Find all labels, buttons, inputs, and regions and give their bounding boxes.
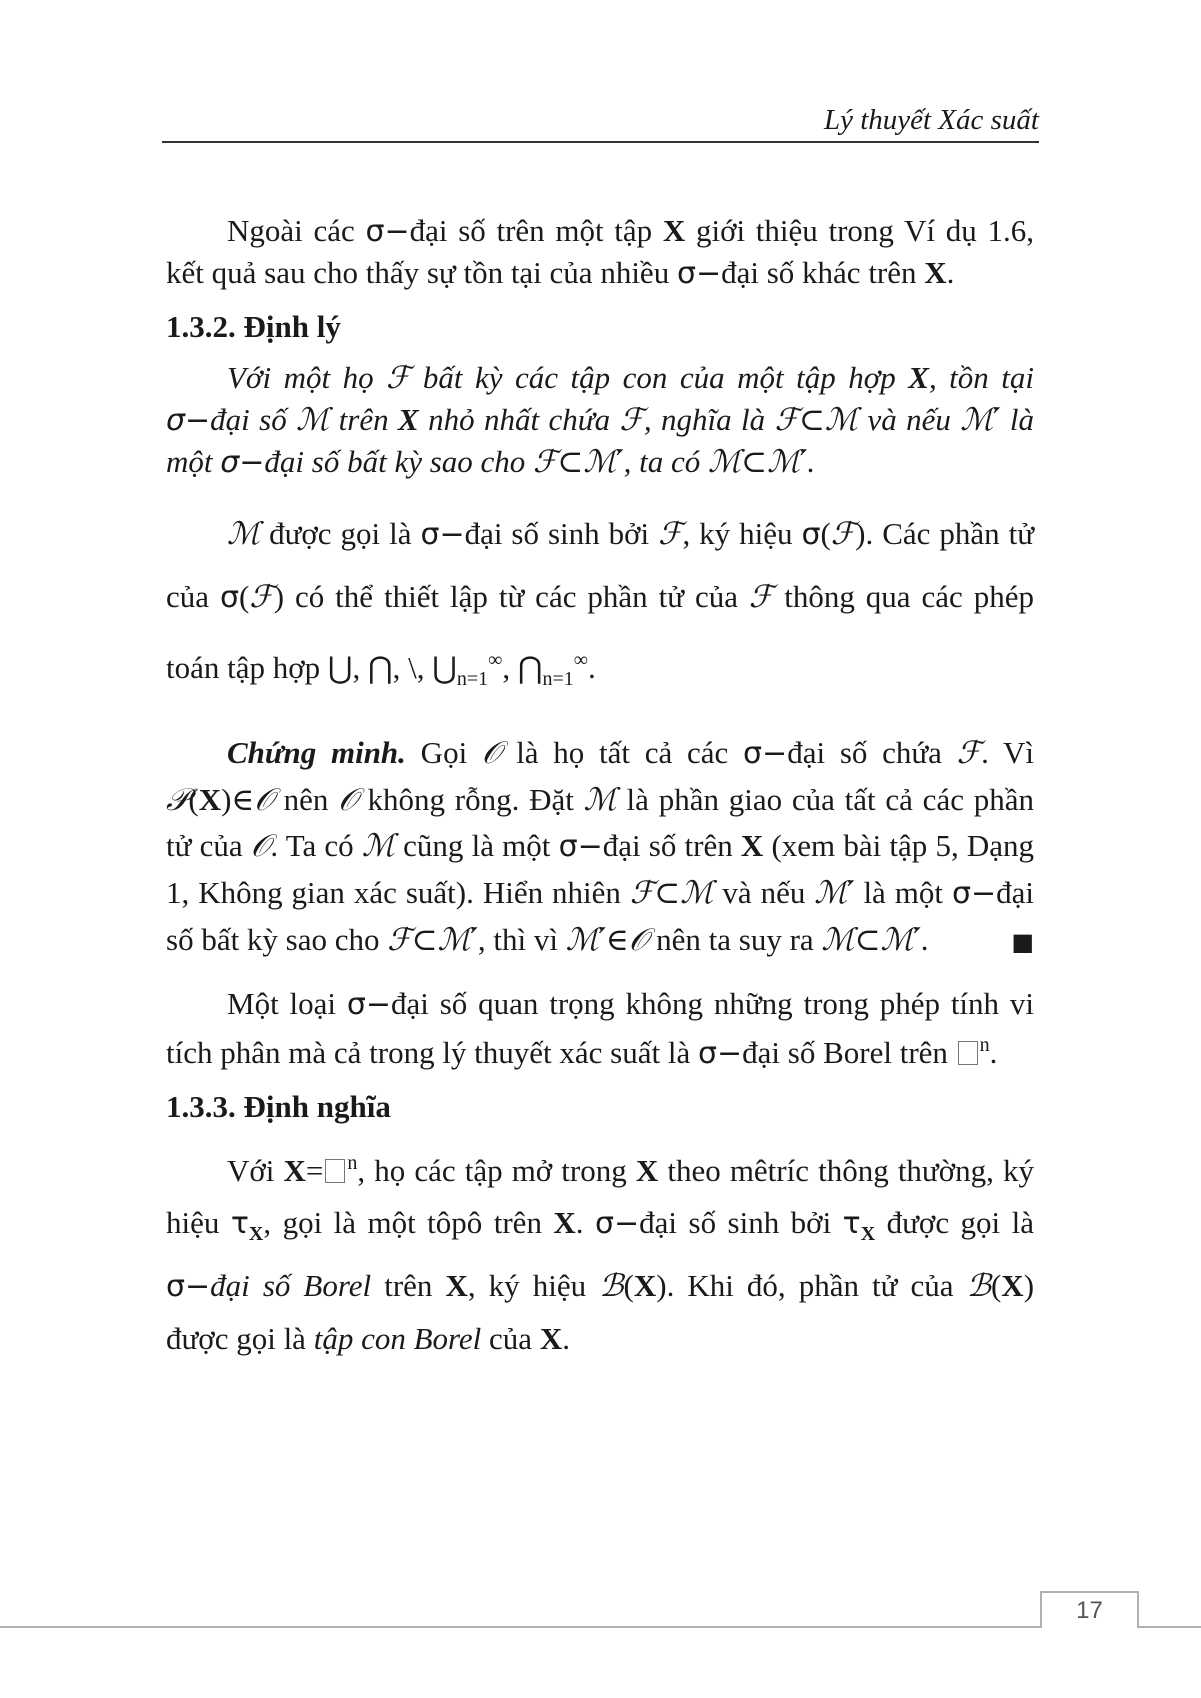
footer-rule-right	[1137, 1626, 1201, 1628]
real-numbers-placeholder-icon	[325, 1159, 345, 1183]
proof-paragraph: Chứng minh. Gọi 𝒪 là họ tất cả các σ−đại số chứa ℱ. Vì 𝒫(X)∈𝒪 nên 𝒪 không rỗng. Đặt ℳ là phần giao của tất cả các phần tử của 𝒪. Ta có ℳ cũng là một σ−đại số trên X (xem bài tập 5, Dạng 1, Không gian xác suất). Hiển nhiên ℱ⊂ℳ và nếu ℳ′ là một σ−đại số bất kỳ sao cho ℱ⊂ℳ′, thì vì ℳ′∈𝒪 nên ta suy ra ℳ⊂ℳ′. ■	[166, 730, 1034, 963]
paragraph-intro: Ngoài các σ−đại số trên một tập X giới thiệu trong Ví dụ 1.6, kết quả sau cho thấy sự tồn tại của nhiều σ−đại số khác trên X.	[166, 213, 1034, 291]
theorem-statement: Với một họ ℱ bất kỳ các tập con của một tập hợp X, tồn tại σ−đại số ℳ trên X nhỏ nhất chứa ℱ, nghĩa là ℱ⊂ℳ và nếu ℳ′ là một σ−đại số bất kỳ sao cho ℱ⊂ℳ′, ta có ℳ⊂ℳ′.	[166, 360, 1034, 480]
qed-square-icon: ■	[1011, 928, 1034, 956]
paragraph-generated-sigma: ℳ được gọi là σ−đại số sinh bởi ℱ, ký hiệu σ(ℱ). Các phần tử của σ(ℱ) có thể thiết lập từ các phần tử của ℱ thông qua các phép toán tập hợp ⋃, ⋂, \, $⋃_{n=1}^\infty$, $⋂_{n=1}^\infty$.	[166, 516, 1034, 690]
real-numbers-placeholder-icon	[958, 1041, 978, 1065]
paragraph-borel-intro: Một loại σ−đại số quan trọng không những trong phép tính vi tích phân mà cả trong lý thuyết xác suất là σ−đại số Borel trên $^n$.	[166, 986, 1034, 1071]
definition-statement: Với X= $^n$, họ các tập mở trong X theo mêtríc thông thường, ký hiệu $\tau_X$, gọi là một tôpô trên X. σ−đại số sinh bởi $\tau_X$ được gọi là σ−đại số Borel trên X, ký hiệu ℬ(X). Khi đó, phần tử của ℬ(X) được gọi là tập con Borel của X.	[166, 1152, 1035, 1356]
page-body	[166, 210, 1034, 1365]
header-rule	[162, 141, 1039, 143]
running-header: Lý thuyết Xác suất	[823, 104, 1039, 136]
definition-heading: 1.3.3. Định nghĩa	[166, 1089, 391, 1124]
theorem-heading: 1.3.2. Định lý	[166, 309, 341, 344]
page-number: 17	[1040, 1591, 1139, 1628]
footer-rule	[0, 1626, 1040, 1628]
